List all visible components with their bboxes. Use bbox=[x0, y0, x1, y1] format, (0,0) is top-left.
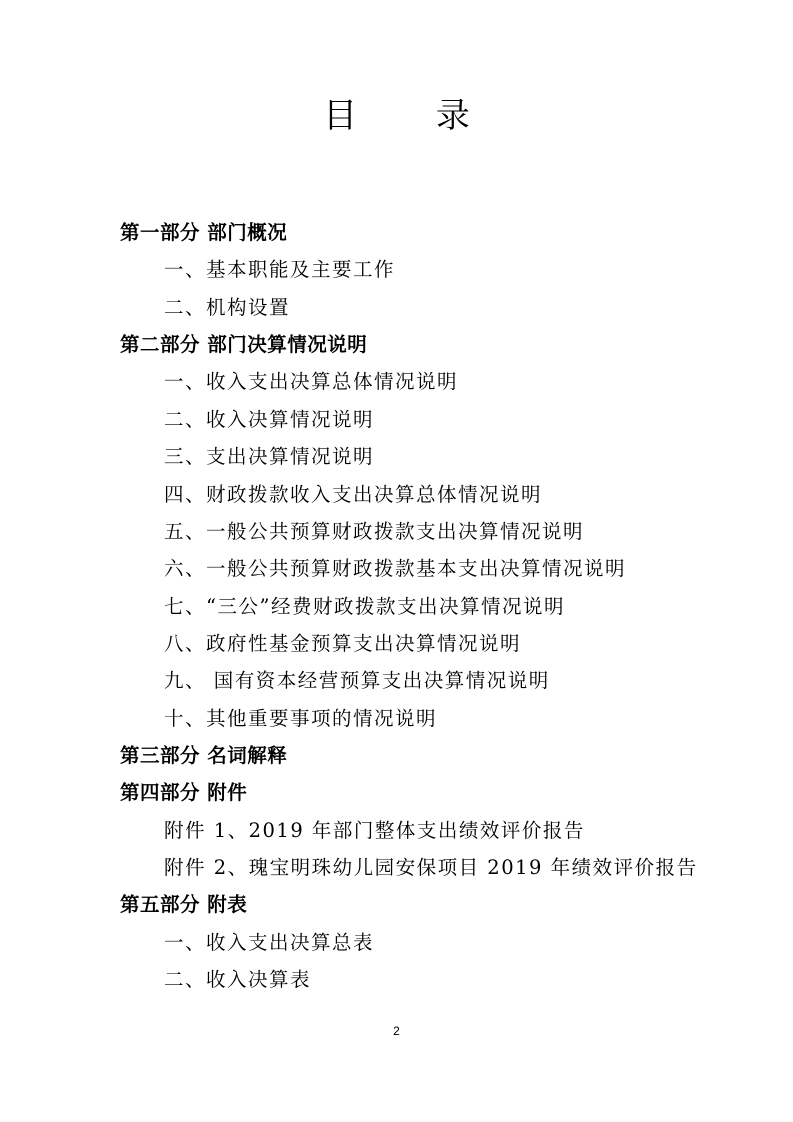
toc-item-5-2: 二、收入决算表 bbox=[164, 968, 312, 991]
page-number: 2 bbox=[393, 1024, 400, 1038]
toc-item-5-1: 一、收入支出决算总表 bbox=[164, 931, 375, 954]
toc-item-2-1: 一、收入支出决算总体情况说明 bbox=[164, 370, 459, 393]
toc-item-1-1: 一、基本职能及主要工作 bbox=[164, 258, 396, 281]
toc-item-2-4: 四、财政拨款收入支出决算总体情况说明 bbox=[164, 483, 543, 506]
toc-item-4-2: 附件 2、瑰宝明珠幼儿园安保项目 2019 年绩效评价报告 bbox=[164, 856, 698, 879]
toc-item-2-8: 八、政府性基金预算支出决算情况说明 bbox=[164, 632, 522, 655]
toc-part-1: 第一部分 部门概况 bbox=[120, 221, 288, 244]
toc-part-2: 第二部分 部门决算情况说明 bbox=[120, 333, 368, 356]
toc-item-2-7: 七、“三公”经费财政拨款支出决算情况说明 bbox=[164, 595, 565, 618]
toc-item-4-1: 附件 1、2019 年部门整体支出绩效评价报告 bbox=[164, 819, 585, 842]
toc-part-5: 第五部分 附表 bbox=[120, 893, 248, 916]
toc-part-3: 第三部分 名词解释 bbox=[120, 744, 288, 767]
toc-item-2-10: 十、其他重要事项的情况说明 bbox=[164, 707, 438, 730]
toc-item-2-5: 五、一般公共预算财政拨款支出决算情况说明 bbox=[164, 520, 585, 543]
toc-item-2-2: 二、收入决算情况说明 bbox=[164, 408, 375, 431]
toc-item-1-2: 二、机构设置 bbox=[164, 296, 291, 319]
page-title: 目 录 bbox=[323, 96, 504, 136]
toc-part-4: 第四部分 附件 bbox=[120, 781, 248, 804]
toc-item-2-9: 九、 国有资本经营预算支出决算情况说明 bbox=[164, 669, 550, 692]
toc-item-2-6: 六、一般公共预算财政拨款基本支出决算情况说明 bbox=[164, 557, 627, 580]
toc-item-2-3: 三、支出决算情况说明 bbox=[164, 445, 375, 468]
